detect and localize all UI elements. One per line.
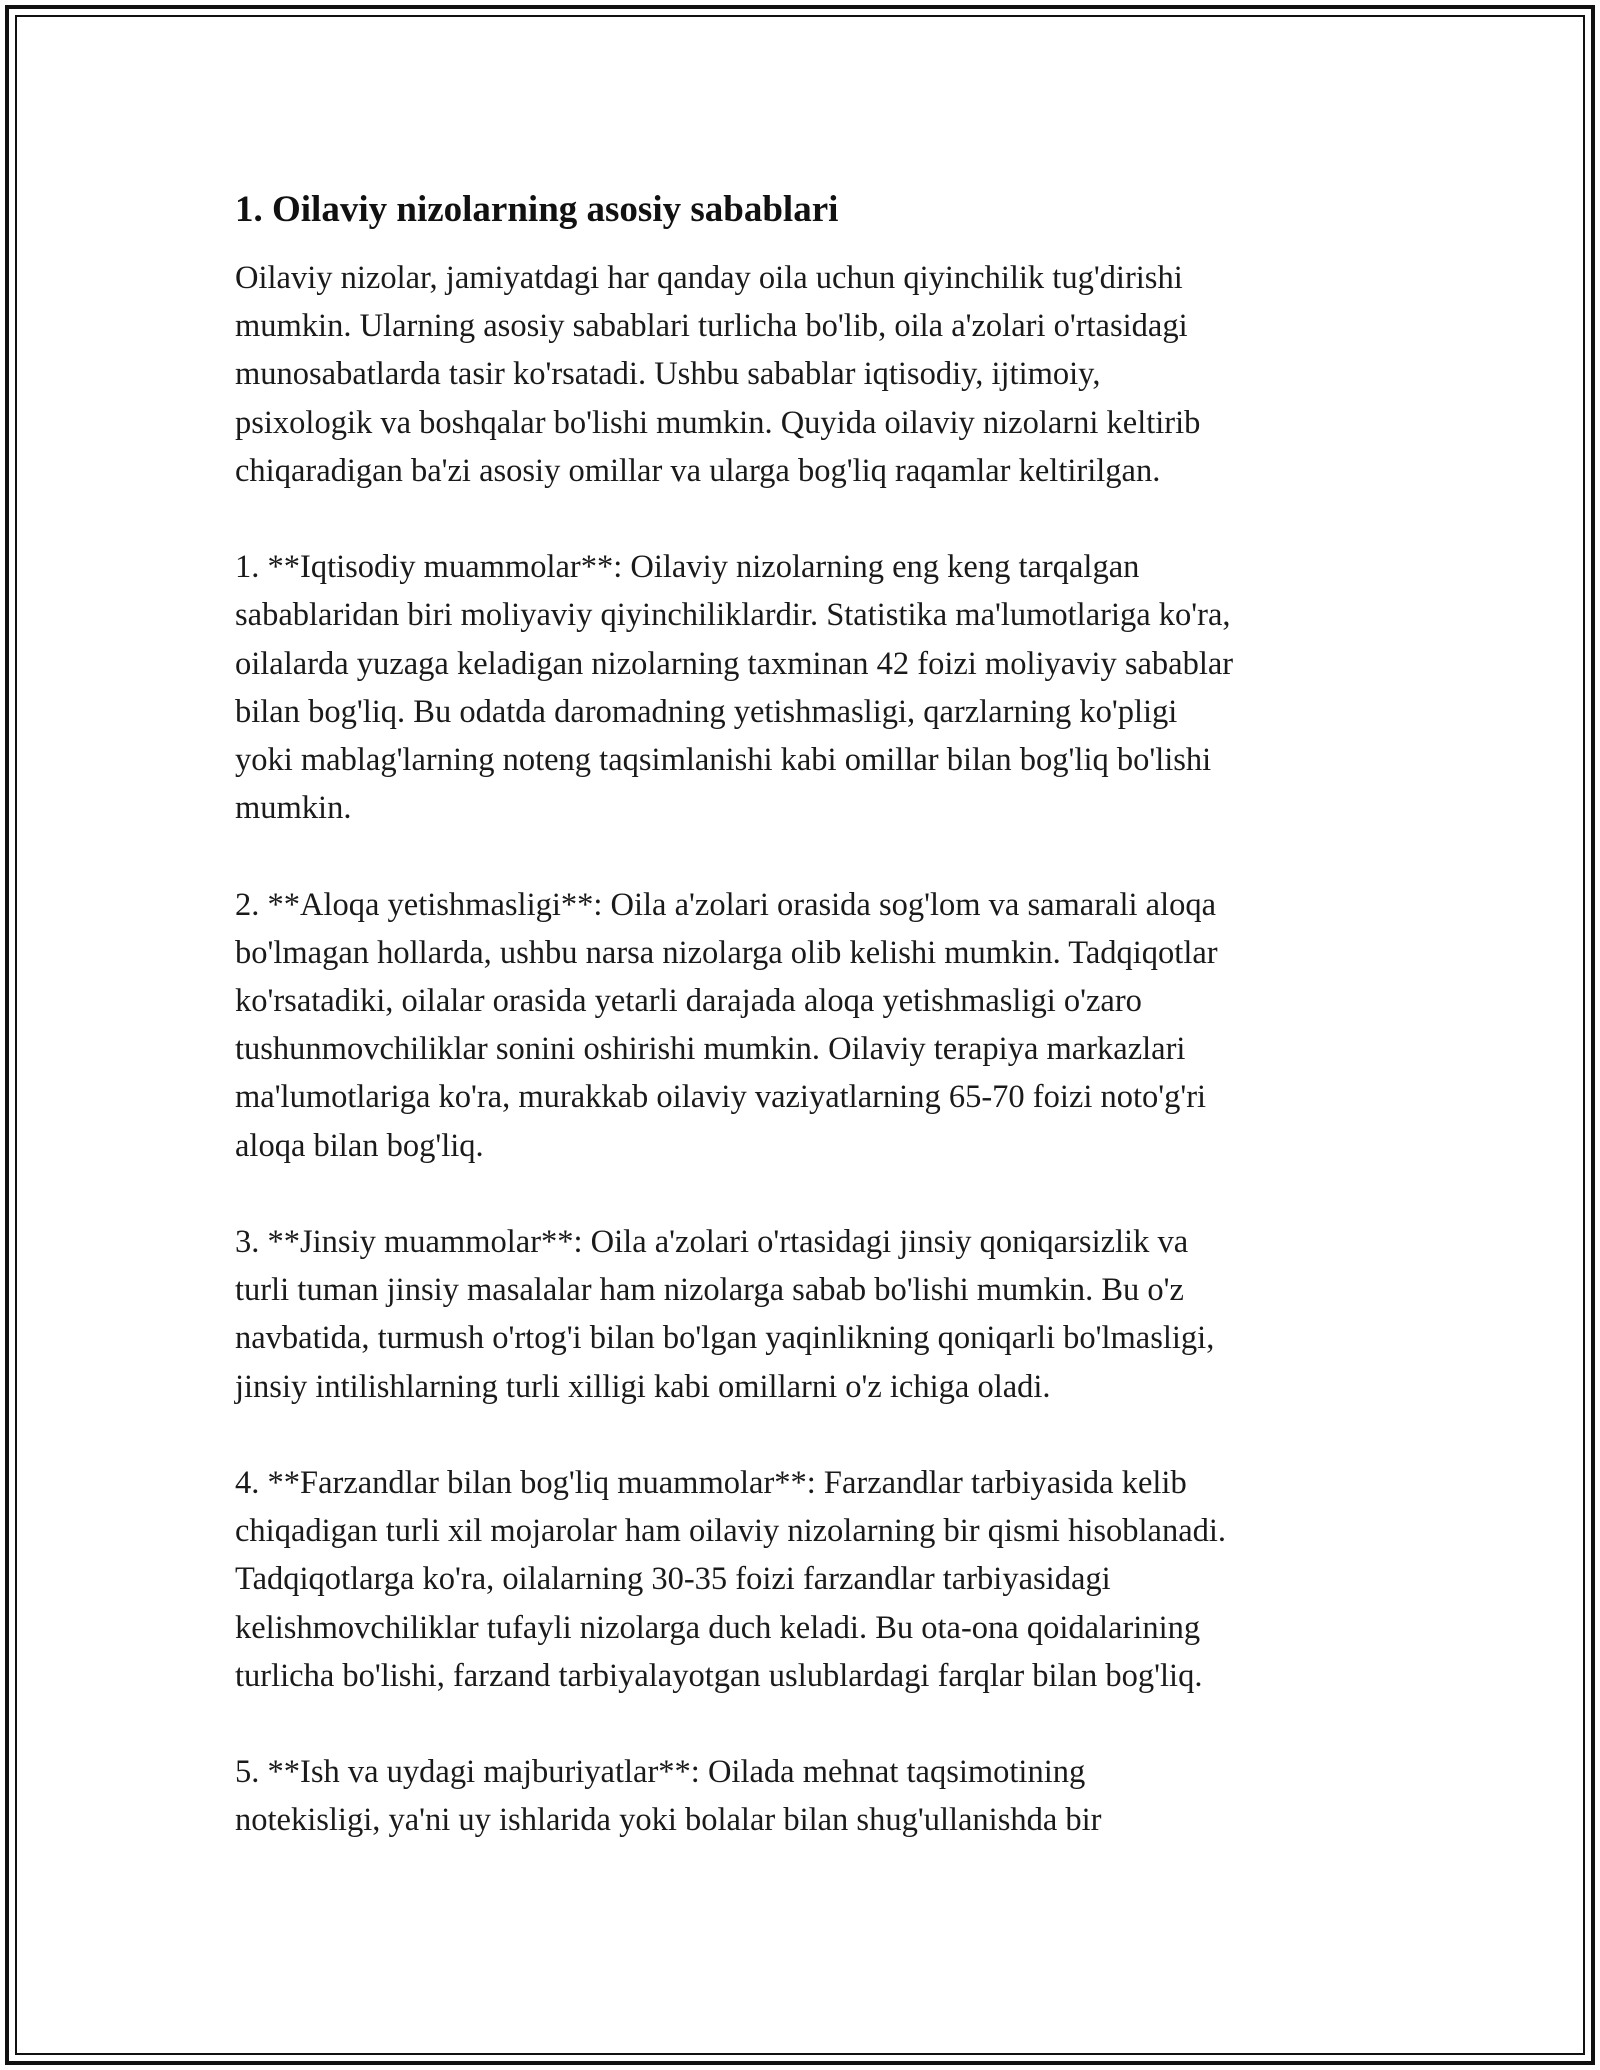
paragraph-communication-lack: 2. **Aloqa yetishmasligi**: Oila a'zolari orasida sog'lom va samarali aloqa bo'lmagan hollarda, ushbu narsa nizolarga olib kelishi mumkin. Tadqiqotlar ko'rsatadiki, oilalar orasida yetarli darajada aloqa yetishmasligi o'zaro tushunmovchiliklar sonini oshirishi mumkin. Oilaviy terapiya markazlari ma'lumotlariga ko'ra, murakkab oilaviy vaziyatlarning 65-70 foizi noto'g'ri aloqa bilan bog'liq. [235,886,1218,1164]
paragraph-spacer [235,495,1375,543]
paragraph-spacer [235,1170,1375,1218]
paragraph-work-home-duties: 5. **Ish va uydagi majburiyatlar**: Oilada mehnat taqsimotining notekisligi, ya'ni uy ishlarida yoki bolalar bilan shug'ullanishda bir [235,1754,1102,1839]
section-heading: 1. Oilaviy nizolarning asosiy sabablari [235,189,839,230]
paragraph-spacer [235,1411,1375,1459]
paragraph-spacer [235,1700,1375,1748]
paragraph-spacer [235,832,1375,880]
document-body [235,186,1375,1845]
paragraph-children-problems: 4. **Farzandlar bilan bog'liq muammolar**: Farzandlar tarbiyasida kelib chiqadigan turli xil mojarolar ham oilaviy nizolarning bir qismi hisoblanadi. Tadqiqotlarga ko'ra, oilalarning 30-35 foizi farzandlar tarbiyasidagi kelishmovchiliklar tufayli nizolarga duch keladi. Bu ota-ona qoidalarining turlicha bo'lishi, farzand tarbiyalayotgan uslublardagi farqlar bilan bog'liq. [235,1465,1227,1694]
paragraph-economic-problems: 1. **Iqtisodiy muammolar**: Oilaviy nizolarning eng keng tarqalgan sabablaridan biri moliyaviy qiyinchiliklardir. Statistika ma'lumotlariga ko'ra, oilalarda yuzaga keladigan nizolarning taxminan 42 foizi moliyaviy sabablar bilan bog'liq. Bu odatda daromadning yetishmasligi, qarzlarning ko'pligi yoki mablag'larning noteng taqsimlanishi kabi omillar bilan bog'liq bo'lishi mumkin. [235,549,1234,827]
paragraph-sexual-problems: 3. **Jinsiy muammolar**: Oila a'zolari o'rtasidagi jinsiy qoniqarsizlik va turli tuman jinsiy masalalar ham nizolarga sabab bo'lishi mumkin. Bu o'z navbatida, turmush o'rtog'i bilan bo'lgan yaqinlikning qoniqarli bo'lmasligi, jinsiy intilishlarning turli xilligi kabi omillarni o'z ichiga oladi. [235,1224,1215,1405]
intro-paragraph: Oilaviy nizolar, jamiyatdagi har qanday oila uchun qiyinchilik tug'dirishi mumkin. Ularning asosiy sabablari turlicha bo'lib, oila a'zolari o'rtasidagi munosabatlarda tasir ko'rsatadi. Ushbu sabablar iqtisodiy, ijtimoiy, psixologik va boshqalar bo'lishi mumkin. Quyida oilaviy nizolarni keltirib chiqaradigan ba'zi asosiy omillar va ularga bog'liq raqamlar keltirilgan. [235,260,1201,489]
